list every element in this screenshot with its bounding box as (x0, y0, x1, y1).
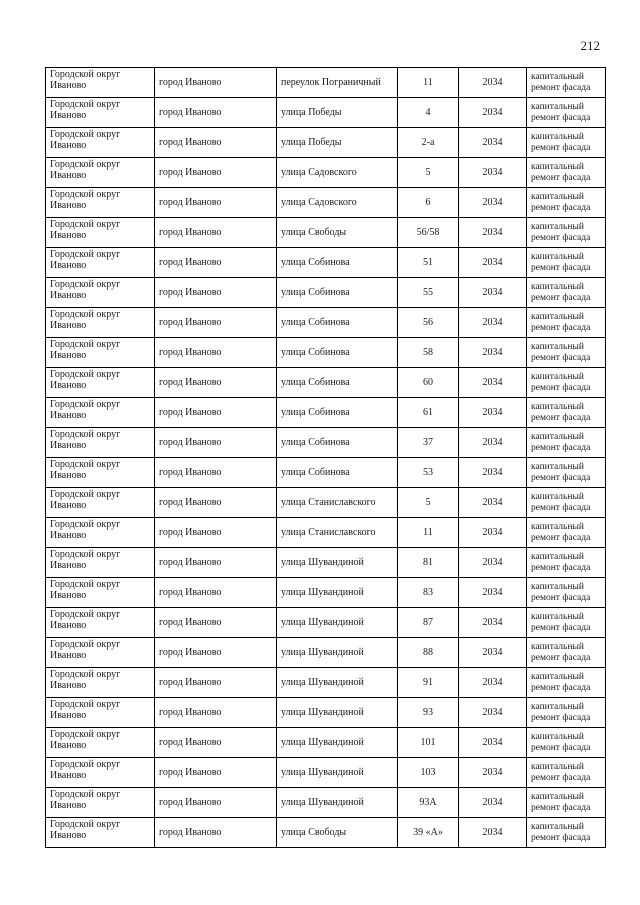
cell-house-number: 55 (398, 278, 459, 308)
cell-district: Городской округ Иваново (46, 158, 155, 188)
cell-year: 2034 (459, 608, 527, 638)
cell-district: Городской округ Иваново (46, 518, 155, 548)
cell-year: 2034 (459, 758, 527, 788)
cell-street: улица Шувандиной (277, 548, 398, 578)
cell-district: Городской округ Иваново (46, 488, 155, 518)
cell-district: Городской округ Иваново (46, 398, 155, 428)
cell-work-type: капитальный ремонт фасада (527, 338, 606, 368)
cell-district: Городской округ Иваново (46, 248, 155, 278)
cell-street: улица Свободы (277, 818, 398, 848)
cell-year: 2034 (459, 278, 527, 308)
cell-year: 2034 (459, 218, 527, 248)
cell-district: Городской округ Иваново (46, 68, 155, 98)
table-row (46, 788, 606, 818)
table-row (46, 668, 606, 698)
cell-district: Городской округ Иваново (46, 548, 155, 578)
cell-district: Городской округ Иваново (46, 668, 155, 698)
cell-street: улица Шувандиной (277, 578, 398, 608)
cell-year: 2034 (459, 308, 527, 338)
cell-year: 2034 (459, 98, 527, 128)
table-row (46, 158, 606, 188)
cell-district: Городской округ Иваново (46, 788, 155, 818)
table-row (46, 188, 606, 218)
cell-house-number: 60 (398, 368, 459, 398)
cell-house-number: 51 (398, 248, 459, 278)
cell-house-number: 37 (398, 428, 459, 458)
cell-city: город Иваново (155, 818, 277, 848)
cell-year: 2034 (459, 128, 527, 158)
cell-district: Городской округ Иваново (46, 218, 155, 248)
cell-year: 2034 (459, 428, 527, 458)
cell-city: город Иваново (155, 728, 277, 758)
cell-street: улица Садовского (277, 158, 398, 188)
table-row (46, 518, 606, 548)
cell-work-type: капитальный ремонт фасада (527, 488, 606, 518)
cell-house-number: 88 (398, 638, 459, 668)
cell-house-number: 56/58 (398, 218, 459, 248)
cell-work-type: капитальный ремонт фасада (527, 668, 606, 698)
table-row (46, 458, 606, 488)
cell-street: улица Собинова (277, 338, 398, 368)
table-row (46, 278, 606, 308)
cell-work-type: капитальный ремонт фасада (527, 398, 606, 428)
cell-city: город Иваново (155, 788, 277, 818)
cell-street: улица Победы (277, 128, 398, 158)
cell-house-number: 53 (398, 458, 459, 488)
table-row (46, 728, 606, 758)
cell-city: город Иваново (155, 488, 277, 518)
table-row (46, 428, 606, 458)
cell-house-number: 5 (398, 488, 459, 518)
cell-city: город Иваново (155, 458, 277, 488)
cell-year: 2034 (459, 458, 527, 488)
cell-district: Городской округ Иваново (46, 188, 155, 218)
cell-city: город Иваново (155, 98, 277, 128)
table-row (46, 578, 606, 608)
cell-house-number: 39 «А» (398, 818, 459, 848)
cell-work-type: капитальный ремонт фасада (527, 788, 606, 818)
table-row (46, 488, 606, 518)
page-number: 212 (580, 38, 600, 53)
cell-district: Городской округ Иваново (46, 578, 155, 608)
cell-street: улица Шувандиной (277, 638, 398, 668)
cell-street: улица Шувандиной (277, 608, 398, 638)
table-row (46, 368, 606, 398)
cell-work-type: капитальный ремонт фасада (527, 458, 606, 488)
cell-work-type: капитальный ремонт фасада (527, 578, 606, 608)
cell-district: Городской округ Иваново (46, 338, 155, 368)
cell-work-type: капитальный ремонт фасада (527, 608, 606, 638)
cell-year: 2034 (459, 638, 527, 668)
cell-year: 2034 (459, 488, 527, 518)
cell-city: город Иваново (155, 548, 277, 578)
cell-work-type: капитальный ремонт фасада (527, 128, 606, 158)
cell-work-type: капитальный ремонт фасада (527, 98, 606, 128)
cell-district: Городской округ Иваново (46, 428, 155, 458)
cell-street: улица Собинова (277, 398, 398, 428)
cell-house-number: 11 (398, 518, 459, 548)
cell-district: Городской округ Иваново (46, 698, 155, 728)
table-row (46, 758, 606, 788)
cell-city: город Иваново (155, 428, 277, 458)
cell-year: 2034 (459, 668, 527, 698)
cell-district: Городской округ Иваново (46, 608, 155, 638)
cell-district: Городской округ Иваново (46, 818, 155, 848)
cell-city: город Иваново (155, 758, 277, 788)
table-row (46, 68, 606, 98)
repair-register-table (45, 67, 606, 848)
cell-house-number: 6 (398, 188, 459, 218)
cell-street: улица Садовского (277, 188, 398, 218)
cell-street: переулок Пограничный (277, 68, 398, 98)
cell-district: Городской округ Иваново (46, 278, 155, 308)
cell-house-number: 93 (398, 698, 459, 728)
cell-work-type: капитальный ремонт фасада (527, 548, 606, 578)
cell-district: Городской округ Иваново (46, 728, 155, 758)
cell-house-number: 91 (398, 668, 459, 698)
cell-house-number: 5 (398, 158, 459, 188)
cell-district: Городской округ Иваново (46, 308, 155, 338)
table-row (46, 98, 606, 128)
cell-district: Городской округ Иваново (46, 128, 155, 158)
table-row (46, 608, 606, 638)
table-row (46, 818, 606, 848)
cell-year: 2034 (459, 818, 527, 848)
cell-year: 2034 (459, 728, 527, 758)
cell-house-number: 56 (398, 308, 459, 338)
cell-street: улица Собинова (277, 248, 398, 278)
cell-house-number: 58 (398, 338, 459, 368)
table-row (46, 338, 606, 368)
cell-work-type: капитальный ремонт фасада (527, 158, 606, 188)
cell-street: улица Шувандиной (277, 728, 398, 758)
cell-year: 2034 (459, 338, 527, 368)
cell-work-type: капитальный ремонт фасада (527, 698, 606, 728)
cell-district: Городской округ Иваново (46, 758, 155, 788)
cell-year: 2034 (459, 68, 527, 98)
cell-city: город Иваново (155, 158, 277, 188)
cell-street: улица Шувандиной (277, 758, 398, 788)
cell-street: улица Собинова (277, 428, 398, 458)
cell-street: улица Шувандиной (277, 788, 398, 818)
cell-year: 2034 (459, 398, 527, 428)
cell-city: город Иваново (155, 278, 277, 308)
cell-year: 2034 (459, 698, 527, 728)
table-row (46, 218, 606, 248)
cell-year: 2034 (459, 158, 527, 188)
cell-city: город Иваново (155, 398, 277, 428)
cell-street: улица Свободы (277, 218, 398, 248)
table-row (46, 548, 606, 578)
table-row (46, 128, 606, 158)
cell-year: 2034 (459, 548, 527, 578)
cell-year: 2034 (459, 368, 527, 398)
cell-city: город Иваново (155, 218, 277, 248)
cell-house-number: 61 (398, 398, 459, 428)
cell-house-number: 101 (398, 728, 459, 758)
cell-city: город Иваново (155, 188, 277, 218)
cell-city: город Иваново (155, 338, 277, 368)
cell-work-type: капитальный ремонт фасада (527, 248, 606, 278)
cell-work-type: капитальный ремонт фасада (527, 308, 606, 338)
cell-city: город Иваново (155, 518, 277, 548)
cell-district: Городской округ Иваново (46, 98, 155, 128)
cell-year: 2034 (459, 518, 527, 548)
cell-street: улица Победы (277, 98, 398, 128)
cell-district: Городской округ Иваново (46, 368, 155, 398)
cell-house-number: 103 (398, 758, 459, 788)
cell-house-number: 87 (398, 608, 459, 638)
table-row (46, 398, 606, 428)
cell-year: 2034 (459, 578, 527, 608)
cell-street: улица Шувандиной (277, 668, 398, 698)
cell-street: улица Собинова (277, 458, 398, 488)
cell-work-type: капитальный ремонт фасада (527, 758, 606, 788)
cell-year: 2034 (459, 188, 527, 218)
table-row (46, 248, 606, 278)
table-row (46, 638, 606, 668)
cell-city: город Иваново (155, 638, 277, 668)
cell-year: 2034 (459, 788, 527, 818)
cell-street: улица Собинова (277, 368, 398, 398)
cell-work-type: капитальный ремонт фасада (527, 278, 606, 308)
table-row (46, 308, 606, 338)
cell-work-type: капитальный ремонт фасада (527, 68, 606, 98)
cell-city: город Иваново (155, 668, 277, 698)
cell-house-number: 81 (398, 548, 459, 578)
cell-work-type: капитальный ремонт фасада (527, 728, 606, 758)
cell-work-type: капитальный ремонт фасада (527, 818, 606, 848)
cell-house-number: 83 (398, 578, 459, 608)
cell-city: город Иваново (155, 68, 277, 98)
cell-work-type: капитальный ремонт фасада (527, 518, 606, 548)
cell-city: город Иваново (155, 368, 277, 398)
cell-house-number: 2-а (398, 128, 459, 158)
cell-street: улица Станиславского (277, 488, 398, 518)
table-body (46, 68, 606, 848)
cell-city: город Иваново (155, 308, 277, 338)
cell-district: Городской округ Иваново (46, 638, 155, 668)
cell-city: город Иваново (155, 248, 277, 278)
cell-house-number: 93А (398, 788, 459, 818)
cell-city: город Иваново (155, 608, 277, 638)
cell-district: Городской округ Иваново (46, 458, 155, 488)
cell-street: улица Собинова (277, 308, 398, 338)
cell-work-type: капитальный ремонт фасада (527, 188, 606, 218)
cell-work-type: капитальный ремонт фасада (527, 638, 606, 668)
cell-city: город Иваново (155, 578, 277, 608)
cell-year: 2034 (459, 248, 527, 278)
cell-house-number: 11 (398, 68, 459, 98)
cell-house-number: 4 (398, 98, 459, 128)
cell-city: город Иваново (155, 128, 277, 158)
cell-work-type: капитальный ремонт фасада (527, 218, 606, 248)
cell-street: улица Собинова (277, 278, 398, 308)
cell-work-type: капитальный ремонт фасада (527, 368, 606, 398)
cell-work-type: капитальный ремонт фасада (527, 428, 606, 458)
cell-city: город Иваново (155, 698, 277, 728)
cell-street: улица Шувандиной (277, 698, 398, 728)
cell-street: улица Станиславского (277, 518, 398, 548)
table-row (46, 698, 606, 728)
